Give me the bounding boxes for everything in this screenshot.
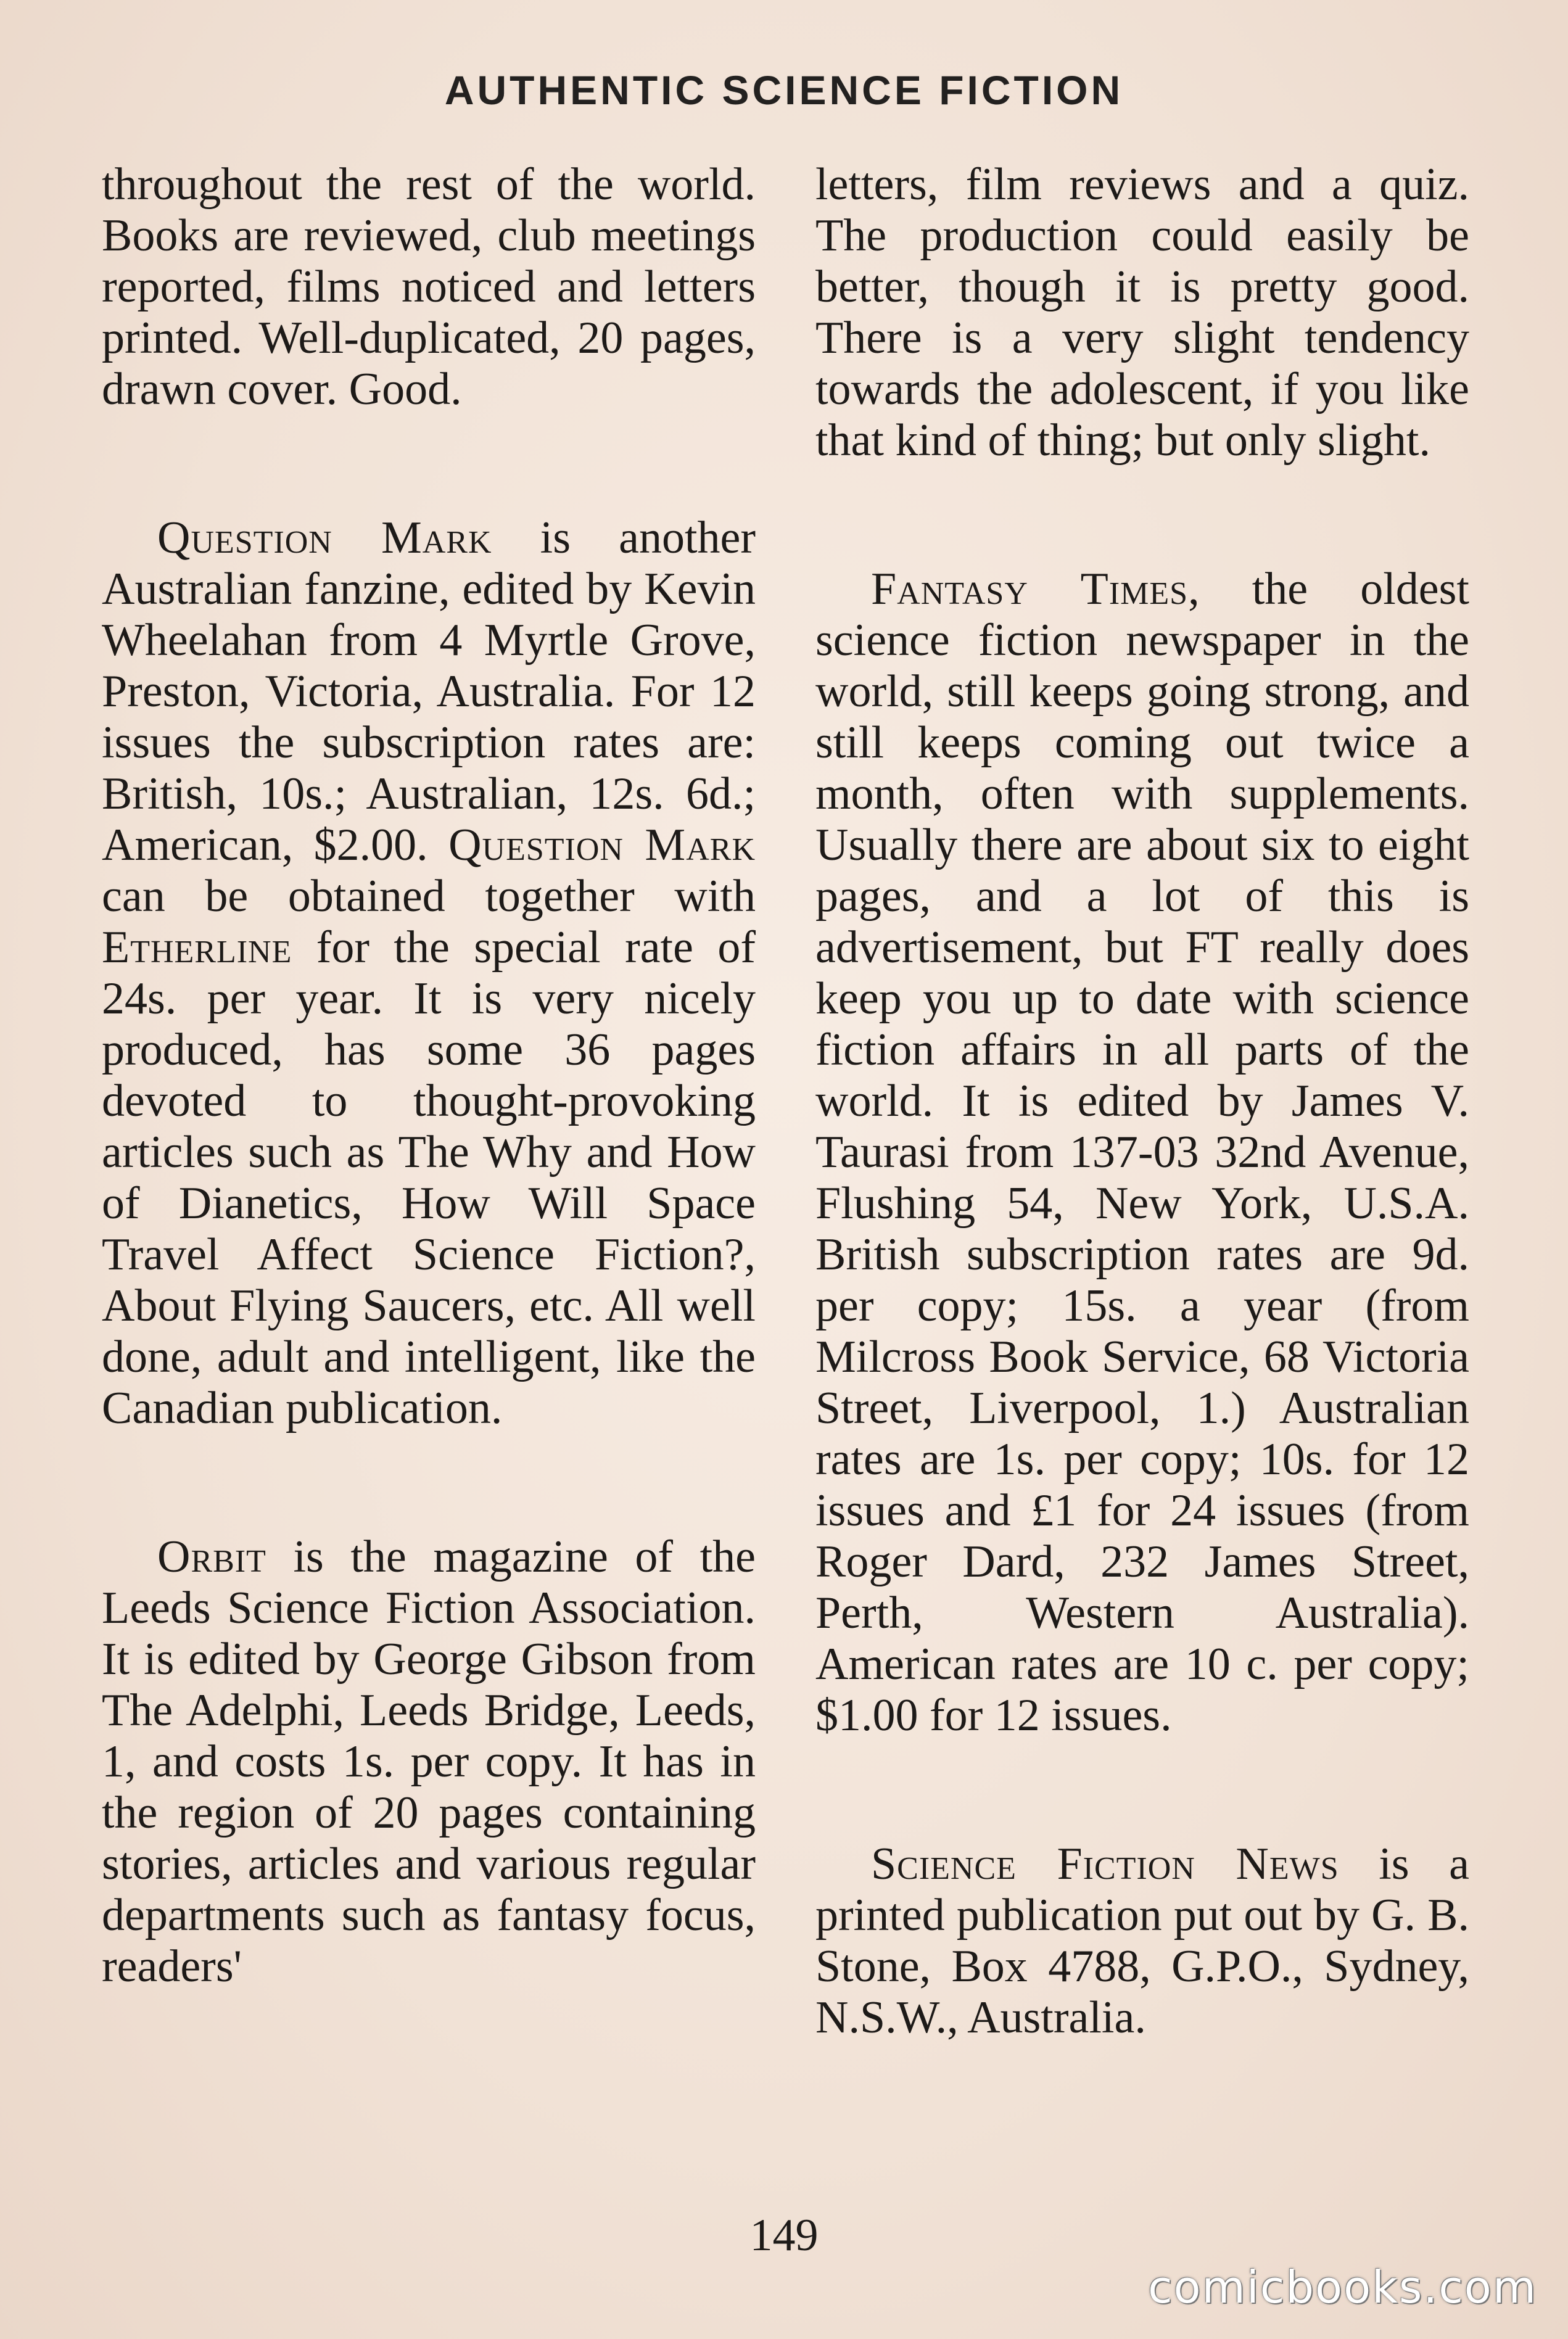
etherline-title: Etherline <box>102 922 292 973</box>
right-paragraph-1 <box>815 159 1469 466</box>
orbit-title: Orbit <box>157 1532 266 1582</box>
sf-news-paragraph <box>815 1839 1469 2044</box>
right-paragraph-1-text: letters, film reviews and a quiz. The production could easily be better, though it is pretty good. There is a very slight tendency towards the adolescent, if you like that kind of thing; but only slight. <box>815 159 1469 466</box>
question-mark-text-3: for the special rate of 24s. per year. It is very nicely produced, has some 36 pages devoted to thought-provoking articles such as The Why and How of Dianetics, How Will Space Travel Affect Science Fiction?, About Flying Saucers, etc. All well done, adult and intelligent, like the Canadian publication. <box>102 922 756 1434</box>
question-mark-text-2: can be obtained together with <box>102 871 756 922</box>
fantasy-times-text: , the oldest science fiction newspaper in the world, still keeps going strong, and still keeps coming out twice a month, often with supplements. Usually there are about six to eight pages, and a lot of this is advertisement, but FT really does keep you up to date with science fiction affairs in all parts of the world. It is edited by James V. Taurasi from 137-03 32nd Avenue, Flushing 54, New York, U.S.A. British subscription rates are 9d. per copy; 15s. a year (from Milcross Book Service, 68 Victoria Street, Liverpool, 1.) Australian rates are 1s. per copy; 10s. for 12 issues and £1 for 24 issues (from Roger Dard, 232 James Street, Perth, Western Australia). American rates are 10 c. per copy; $1.00 for 12 issues. <box>815 564 1469 1741</box>
question-mark-text-1: is another Australian fanzine, edited by Kevin Wheelahan from 4 Myrtle Grove, Preston, Victoria, Australia. For 12 issues the subscription rates are: British, 10s.; Australian, 12s. 6d.; American, $2.00. <box>102 513 756 870</box>
watermark: comicbooks.com <box>1147 2261 1537 2313</box>
page-number: 149 <box>749 2210 819 2261</box>
orbit-paragraph <box>102 1532 756 1992</box>
right-column <box>815 159 1469 2044</box>
sf-news-text: is a printed publication put out by G. B. Stone, Box 4788, G.P.O., Sydney, N.S.W., Australia. <box>815 1839 1470 2043</box>
question-mark-paragraph <box>102 513 756 1434</box>
question-mark-title-2: Question Mark <box>448 820 756 870</box>
orbit-text: is the magazine of the Leeds Science Fiction Association. It is edited by George Gibson from The Adelphi, Leeds Bridge, Leeds, 1, and costs 1s. per copy. It has in the region of 20 pages containing stories, articles and various regular departments such as fantasy focus, readers' <box>102 1532 756 1992</box>
sf-news-title: Science Fiction News <box>871 1839 1339 1889</box>
fantasy-times-title: Fantasy Times <box>871 564 1189 614</box>
running-head: AUTHENTIC SCIENCE FICTION <box>444 67 1124 113</box>
fantasy-times-paragraph <box>815 564 1469 1741</box>
left-column <box>102 159 756 1992</box>
left-paragraph-1 <box>102 159 756 415</box>
question-mark-title: Question Mark <box>157 513 492 563</box>
left-paragraph-1-text: throughout the rest of the world. Books are reviewed, club meetings reported, films noticed and letters printed. Well-duplicated, 20 pages, drawn cover. Good. <box>102 159 756 415</box>
